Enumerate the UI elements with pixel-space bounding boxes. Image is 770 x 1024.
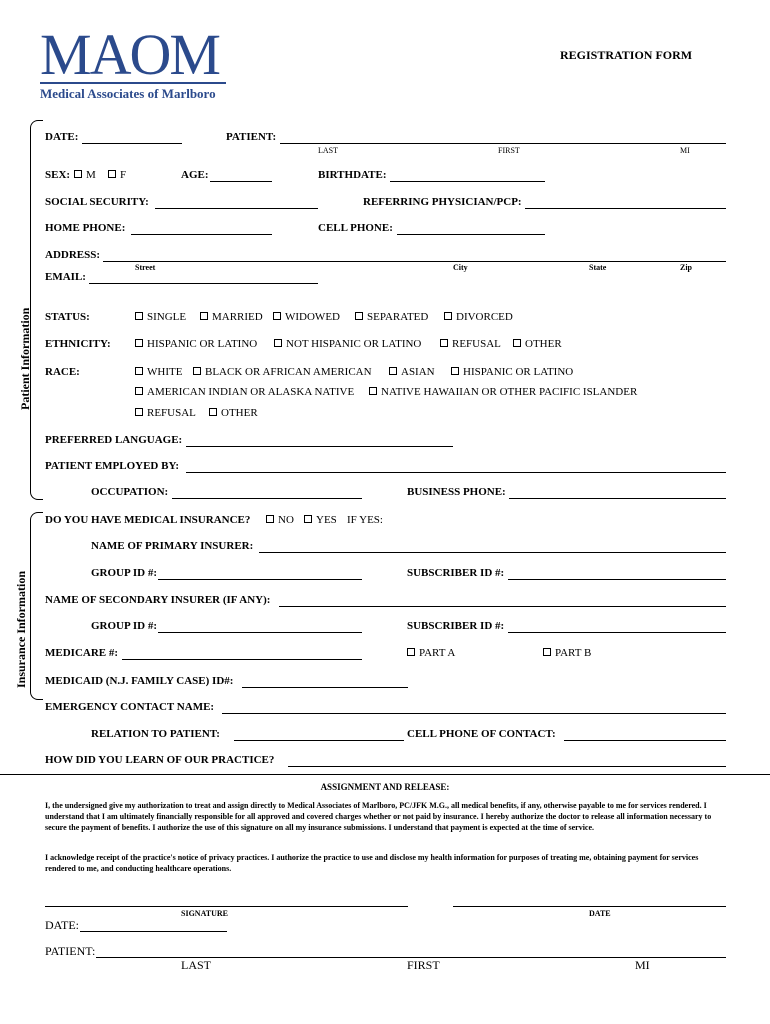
race-white-option[interactable]: WHITE: [135, 366, 182, 378]
primary-insurer-label: NAME OF PRIMARY INSURER:: [91, 540, 254, 552]
group-id-1-label: GROUP ID #:: [91, 567, 157, 579]
medicare-label: MEDICARE #:: [45, 647, 119, 659]
insurance-yes-option[interactable]: YES: [304, 514, 337, 526]
sex-label: SEX:: [45, 169, 71, 181]
checkbox-icon: [451, 367, 459, 375]
address-city-sub: City: [453, 263, 468, 272]
assignment-heading: ASSIGNMENT AND RELEASE:: [320, 782, 450, 792]
status-married-option[interactable]: MARRIED: [200, 311, 263, 323]
part-a-option[interactable]: PART A: [407, 647, 455, 659]
contact-cell-field[interactable]: [564, 740, 726, 741]
checkbox-icon: [407, 648, 415, 656]
signature-field[interactable]: [45, 906, 408, 907]
relation-label: RELATION TO PATIENT:: [91, 728, 220, 740]
birthdate-label: BIRTHDATE:: [318, 169, 387, 181]
medicare-field[interactable]: [122, 659, 362, 660]
race-black-option[interactable]: BLACK OR AFRICAN AMERICAN: [193, 366, 372, 378]
race-label: RACE:: [45, 366, 80, 378]
medicaid-field[interactable]: [242, 687, 408, 688]
footer-date-label: DATE:: [45, 918, 79, 932]
business-phone-field[interactable]: [509, 498, 726, 499]
assignment-paragraph-1: I, the undersigned give my authorization to treat and assign directly to Medical Associates of Marlboro, PC/JFK M.G., all medical benefits, if any, otherwise payable to me for services rendered. I understand that I am ultimately financially responsible for all approved and covered charges whether or not paid by insurance. I hereby authorize the doctor to release all information necessary to secure the payment of benefits. I authorize the use of this signature on all my insurance submissions. I understand that payment is expected at the time of service.: [45, 801, 712, 832]
insurance-no-option[interactable]: NO: [266, 514, 294, 526]
part-b-option[interactable]: PART B: [543, 647, 591, 659]
checkbox-icon: [193, 367, 201, 375]
checkbox-icon: [440, 339, 448, 347]
checkbox-icon: [355, 312, 363, 320]
checkbox-icon: [543, 648, 551, 656]
race-native-hawaiian-option[interactable]: NATIVE HAWAIIAN OR OTHER PACIFIC ISLANDER: [369, 386, 637, 398]
checkbox-icon: [74, 170, 82, 178]
checkbox-icon: [389, 367, 397, 375]
status-label: STATUS:: [45, 311, 90, 323]
signature-date-field[interactable]: [453, 906, 726, 907]
logo-letters: MAOM: [40, 22, 219, 87]
subscriber-id-2-field[interactable]: [508, 632, 726, 633]
patient-first-sub: FIRST: [498, 146, 520, 155]
ethnicity-not-hispanic-option[interactable]: NOT HISPANIC OR LATINO: [274, 338, 421, 350]
logo: [40, 22, 226, 102]
employed-label: PATIENT EMPLOYED BY:: [45, 460, 180, 472]
patient-last-sub: LAST: [318, 146, 338, 155]
ssn-label: SOCIAL SECURITY:: [45, 196, 149, 208]
primary-insurer-field[interactable]: [259, 552, 726, 553]
contact-cell-label: CELL PHONE OF CONTACT:: [407, 728, 556, 740]
language-field[interactable]: [186, 446, 453, 447]
ethnicity-other-option[interactable]: OTHER: [513, 338, 562, 350]
subscriber-id-1-label: SUBSCRIBER ID #:: [407, 567, 505, 579]
assignment-paragraph-2: I acknowledge receipt of the practice's notice of privacy practices. I authorize the practice to use and disclose my health information for purposes of treating me, obtaining payment for services rendered to me, and conducting healthcare operations.: [45, 853, 699, 873]
patient-sidebar-label: Patient Information: [18, 307, 32, 410]
race-asian-option[interactable]: ASIAN: [389, 366, 435, 378]
email-label: EMAIL:: [45, 271, 86, 283]
checkbox-icon: [200, 312, 208, 320]
emergency-contact-field[interactable]: [222, 713, 726, 714]
cell-phone-field[interactable]: [397, 234, 545, 235]
checkbox-icon: [304, 515, 312, 523]
signature-sub: SIGNATURE: [181, 909, 228, 918]
race-other-option[interactable]: OTHER: [209, 407, 258, 419]
checkbox-icon: [135, 408, 143, 416]
ethnicity-label: ETHNICITY:: [45, 338, 111, 350]
insurance-sidebar-label: Insurance Information: [14, 570, 28, 688]
race-hispanic-option[interactable]: HISPANIC OR LATINO: [451, 366, 573, 378]
footer-mi-sub: MI: [635, 958, 650, 972]
home-phone-label: HOME PHONE:: [45, 222, 126, 234]
section-divider: [0, 774, 770, 775]
logo-name: Medical Associates of Marlboro: [40, 86, 216, 101]
relation-field[interactable]: [234, 740, 404, 741]
checkbox-icon: [135, 387, 143, 395]
age-field[interactable]: [210, 181, 272, 182]
insurance-if-yes: IF YES:: [347, 514, 383, 526]
checkbox-icon: [513, 339, 521, 347]
group-id-2-label: GROUP ID #:: [91, 620, 157, 632]
checkbox-icon: [273, 312, 281, 320]
sex-f-option[interactable]: F: [108, 169, 126, 181]
subscriber-id-1-field[interactable]: [508, 579, 726, 580]
ethnicity-hispanic-option[interactable]: HISPANIC OR LATINO: [135, 338, 257, 350]
checkbox-icon: [108, 170, 116, 178]
patient-name-field[interactable]: [280, 143, 726, 144]
status-divorced-option[interactable]: DIVORCED: [444, 311, 513, 323]
checkbox-icon: [209, 408, 217, 416]
insurance-bracket: [30, 512, 43, 700]
insurance-question: DO YOU HAVE MEDICAL INSURANCE?: [45, 514, 251, 526]
footer-patient-label: PATIENT:: [45, 944, 96, 958]
checkbox-icon: [135, 312, 143, 320]
business-phone-label: BUSINESS PHONE:: [407, 486, 506, 498]
ssn-field[interactable]: [155, 208, 318, 209]
patient-label: PATIENT:: [226, 131, 277, 143]
group-id-2-field[interactable]: [158, 632, 362, 633]
address-street-sub: Street: [135, 263, 156, 272]
sex-m-option[interactable]: M: [74, 169, 96, 181]
email-field[interactable]: [89, 283, 318, 284]
address-label: ADDRESS:: [45, 249, 101, 261]
home-phone-field[interactable]: [131, 234, 272, 235]
patient-mi-sub: MI: [680, 146, 690, 155]
group-id-1-field[interactable]: [158, 579, 362, 580]
occupation-field[interactable]: [172, 498, 362, 499]
date-label: DATE:: [45, 131, 79, 143]
checkbox-icon: [369, 387, 377, 395]
referring-label: REFERRING PHYSICIAN/PCP:: [363, 196, 522, 208]
employed-field[interactable]: [186, 472, 726, 473]
signature-date-sub: DATE: [589, 909, 611, 918]
checkbox-icon: [135, 339, 143, 347]
birthdate-field[interactable]: [390, 181, 545, 182]
age-label: AGE:: [181, 169, 209, 181]
race-refusal-option[interactable]: REFUSAL: [135, 407, 196, 419]
ethnicity-refusal-option[interactable]: REFUSAL: [440, 338, 501, 350]
address-field[interactable]: [103, 261, 726, 262]
secondary-insurer-field[interactable]: [279, 606, 726, 607]
checkbox-icon: [135, 367, 143, 375]
race-american-indian-option[interactable]: AMERICAN INDIAN OR ALASKA NATIVE: [135, 386, 354, 398]
date-field[interactable]: [82, 143, 182, 144]
referring-field[interactable]: [525, 208, 726, 209]
learn-label: HOW DID YOU LEARN OF OUR PRACTICE?: [45, 754, 275, 766]
learn-field[interactable]: [288, 766, 726, 767]
footer-first-sub: FIRST: [407, 958, 440, 972]
occupation-label: OCCUPATION:: [91, 486, 169, 498]
address-zip-sub: Zip: [680, 263, 693, 272]
status-separated-option[interactable]: SEPARATED: [355, 311, 428, 323]
secondary-insurer-label: NAME OF SECONDARY INSURER (IF ANY):: [45, 594, 271, 606]
status-widowed-option[interactable]: WIDOWED: [273, 311, 340, 323]
checkbox-icon: [444, 312, 452, 320]
emergency-contact-label: EMERGENCY CONTACT NAME:: [45, 701, 215, 713]
checkbox-icon: [274, 339, 282, 347]
checkbox-icon: [266, 515, 274, 523]
status-single-option[interactable]: SINGLE: [135, 311, 186, 323]
cell-phone-label: CELL PHONE:: [318, 222, 393, 234]
address-state-sub: State: [589, 263, 607, 272]
footer-last-sub: LAST: [181, 958, 211, 972]
footer-date-field[interactable]: [80, 931, 227, 932]
language-label: PREFERRED LANGUAGE:: [45, 434, 183, 446]
form-title: REGISTRATION FORM: [560, 48, 693, 62]
medicaid-label: MEDICAID (N.J. FAMILY CASE) ID#:: [45, 675, 234, 687]
subscriber-id-2-label: SUBSCRIBER ID #:: [407, 620, 505, 632]
